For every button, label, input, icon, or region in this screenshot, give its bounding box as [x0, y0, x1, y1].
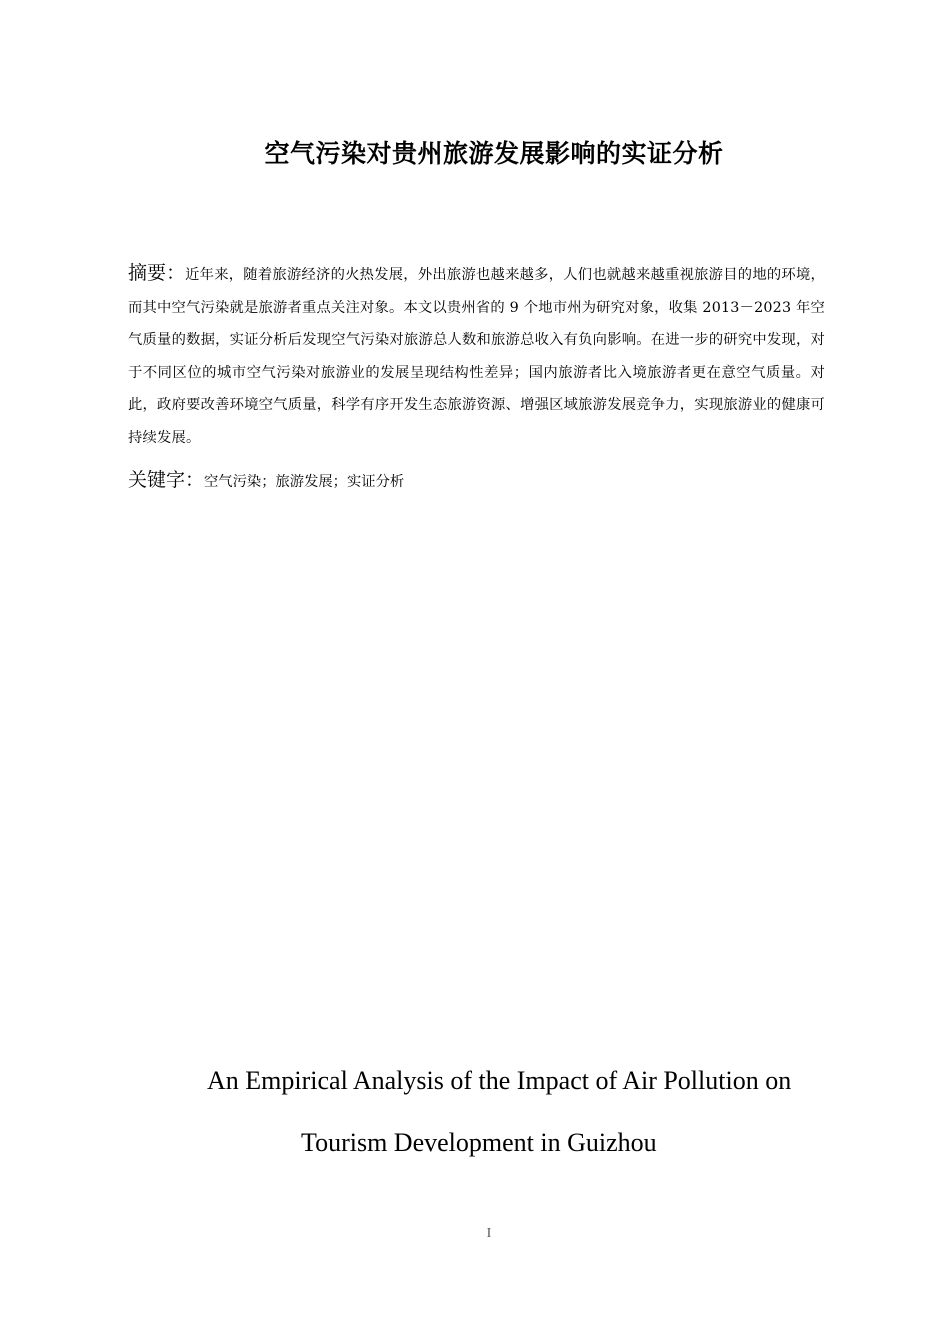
english-title-line-1: An Empirical Analysis of the Impact of Air Pollution on	[207, 1066, 792, 1095]
page-number: I	[486, 1226, 492, 1241]
keywords-label: 关键字：	[128, 469, 205, 491]
abstract-paragraph	[128, 257, 825, 455]
keywords-line	[128, 464, 825, 498]
english-title	[0, 1050, 950, 1174]
abstract-text: 近年来，随着旅游经济的火热发展，外出旅游也越来越多，人们也就越来越重视旅游目的地的环境，而其中空气污染就是旅游者重点关注对象。本文以贵州省的 9 个地市州为研究对象，收集 2013－2023 年空气质量的数据，实证分析后发现空气污染对旅游总人数和旅游总收入有负向影响。在进一步的研究中发现，对于不同区位的城市空气污染对旅游业的发展呈现结构性差异；国内旅游者比入境旅游者更在意空气质量。对此，政府要改善环境空气质量，科学有序开发生态旅游资源、增强区域旅游发展竞争力，实现旅游业的健康可持续发展。	[128, 267, 826, 446]
abstract-label: 摘要：	[128, 262, 186, 284]
keywords-text: 空气污染；旅游发展；实证分析	[204, 474, 405, 490]
chinese-title: 空气污染对贵州旅游发展影响的实证分析	[264, 139, 724, 168]
english-title-line-2: Tourism Development in Guizhou	[301, 1128, 657, 1157]
